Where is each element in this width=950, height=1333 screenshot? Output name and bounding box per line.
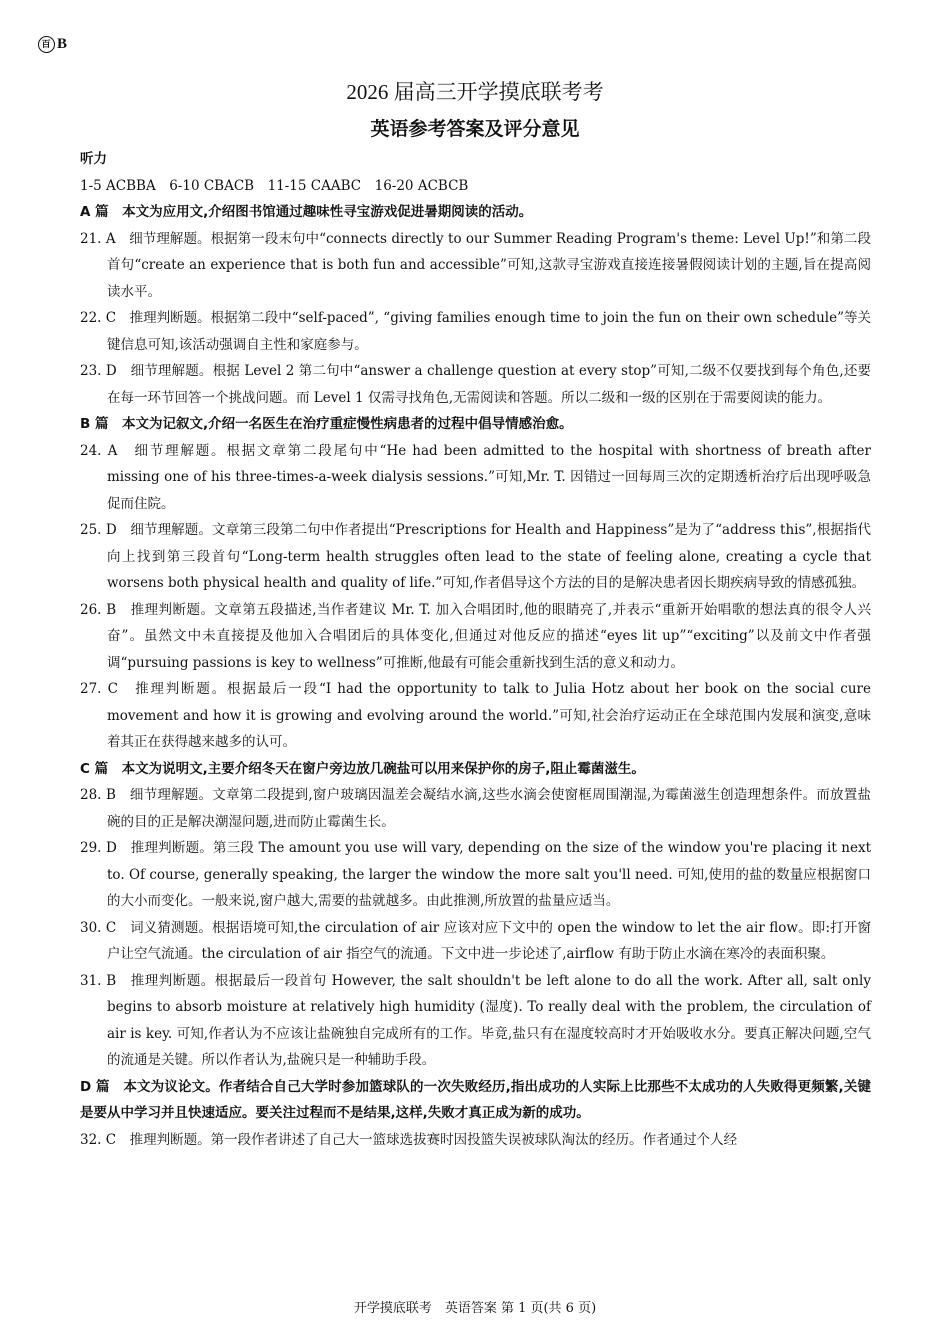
document-title: 2026 届高三开学摸底联考考 bbox=[346, 80, 604, 104]
answer-30: 30. C 词义猜测题。根据语境可知,the circulation of air 应该对应下文中的 open the window to let the air flow。即:打开窗户让空气流通。the circulation of air 指空气的流通。下文中进一步论述了,airflow 有助于防止水滴在寒冷的表面积聚。 bbox=[80, 919, 871, 962]
answer-25: 25. D 细节理解题。文章第三段第二句中作者提出“Prescriptions for Health and Happiness”是为了“address this”,根据指代向上找到第三段首句“Long-term health struggles often lead to the state of feeling alone, creating a cycle that worsens both physical health and quality of life.”可知,作者倡导这个方法的目的是解决患者因长期疾病导致的情感孤独。 bbox=[80, 522, 871, 591]
document-subtitle: 英语参考答案及评分意见 bbox=[370, 118, 580, 140]
answer-27: 27. C 推理判断题。根据最后一段“I had the opportunity to talk to Julia Hotz about her book on the social cure movement and how it is growing and evolving around the world.”可知,社会治疗运动正在全球范围内发展和演变,意味着其正在获得越来越多的认可。 bbox=[80, 681, 871, 750]
answer-32: 32. C 推理判断题。第一段作者讲述了自己大一篮球选拔赛时因投篮失误被球队淘汰的经历。作者通过个人经 bbox=[80, 1131, 738, 1148]
answer-26: 26. B 推理判断题。文章第五段描述,当作者建议 Mr. T. 加入合唱团时,他的眼睛亮了,并表示“重新开始唱歌的想法真的很令人兴奋”。虽然文中未直接提及他加入合唱团后的具体变化,但通过对他反应的描述“eyes lit up”“exciting”以及前文中作者强调“pursuing passions is key to wellness”可推断,他最有可能会重新找到生活的意义和动力。 bbox=[80, 601, 871, 671]
answer-content bbox=[80, 146, 871, 1153]
seal-icon: 百 bbox=[38, 36, 55, 53]
answer-31: 31. B 推理判断题。根据最后一段首句 However, the salt shouldn't be left alone to do all the work. After all, salt only begins to absorb moisture at relatively high humidity (湿度). To really deal with the problem, the circulation of air is key. 可知,作者认为不应该让盐碗独自完成所有的工作。毕竟,盐只有在湿度较高时才开始吸收水分。要真正解决问题,空气的流通是关键。所以作者认为,盐碗只是一种辅助手段。 bbox=[80, 972, 871, 1068]
section-c-heading: C 篇 本文为说明文,主要介绍冬天在窗户旁边放几碗盐可以用来保护你的房子,阻止霉菌滋生。 bbox=[80, 760, 645, 777]
answer-22: 22. C 推理判断题。根据第二段中“self-paced”, “giving families enough time to join the fun on their own schedule”等关键信息可知,该活动强调自主性和家庭参与。 bbox=[80, 310, 871, 353]
section-b-heading: B 篇 本文为记叙文,介绍一名医生在治疗重症慢性病患者的过程中倡导情感治愈。 bbox=[80, 416, 573, 432]
listening-heading: 听力 bbox=[80, 151, 107, 167]
corner-mark bbox=[38, 36, 68, 53]
page-footer: 开学摸底联考 英语答案 第 1 页(共 6 页) bbox=[353, 1301, 597, 1316]
version-letter: B bbox=[57, 36, 69, 52]
answer-23: 23. D 细节理解题。根据 Level 2 第二句中“answer a challenge question at every stop”可知,二级不仅要找到每个角色,还要在每一环节回答一个挑战问题。而 Level 1 仅需寻找角色,无需阅读和答题。所以二级和一级的区别在于需要阅读的能力。 bbox=[80, 363, 871, 406]
answer-21: 21. A 细节理解题。根据第一段末句中“connects directly to our Summer Reading Program's theme: Level Up!”和第二段首句“create an experience that is both fun and accessible”可知,这款寻宝游戏直接连接暑假阅读计划的主题,旨在提高阅读水平。 bbox=[80, 230, 871, 300]
section-a-heading: A 篇 本文为应用文,介绍图书馆通过趣味性寻宝游戏促进暑期阅读的活动。 bbox=[80, 204, 533, 220]
answer-24: 24. A 细节理解题。根据文章第二段尾句中“He had been admitted to the hospital with shortness of breath after missing one of his three-times-a-week dialysis sessions.”可知,Mr. T. 因错过一回每周三次的定期透析治疗后出现呼吸急促而住院。 bbox=[80, 442, 871, 512]
section-d-heading: D 篇 本文为议论文。作者结合自己大学时参加篮球队的一次失败经历,指出成功的人实际上比那些不太成功的人失败得更频繁,关键是要从中学习并且快速适应。要关注过程而不是结果,这样,失败才真正成为新的成功。 bbox=[80, 1078, 871, 1121]
answer-29: 29. D 推理判断题。第三段 The amount you use will vary, depending on the size of the window you're placing it next to. Of course, generally speaking, the larger the window the more salt you'll need. 可知,使用的盐的数量应根据窗口的大小而变化。一般来说,窗户越大,需要的盐就越多。由此推测,所放置的盐量应适当。 bbox=[80, 840, 871, 909]
answer-28: 28. B 细节理解题。文章第二段提到,窗户玻璃因温差会凝结水滴,这些水滴会使窗框周围潮湿,为霉菌滋生创造理想条件。而放置盐碗的目的正是解决潮湿问题,进而防止霉菌生长。 bbox=[80, 787, 871, 830]
listening-answers: 1-5 ACBBA 6-10 CBACB 11-15 CAABC 16-20 ACBCB bbox=[80, 177, 469, 194]
